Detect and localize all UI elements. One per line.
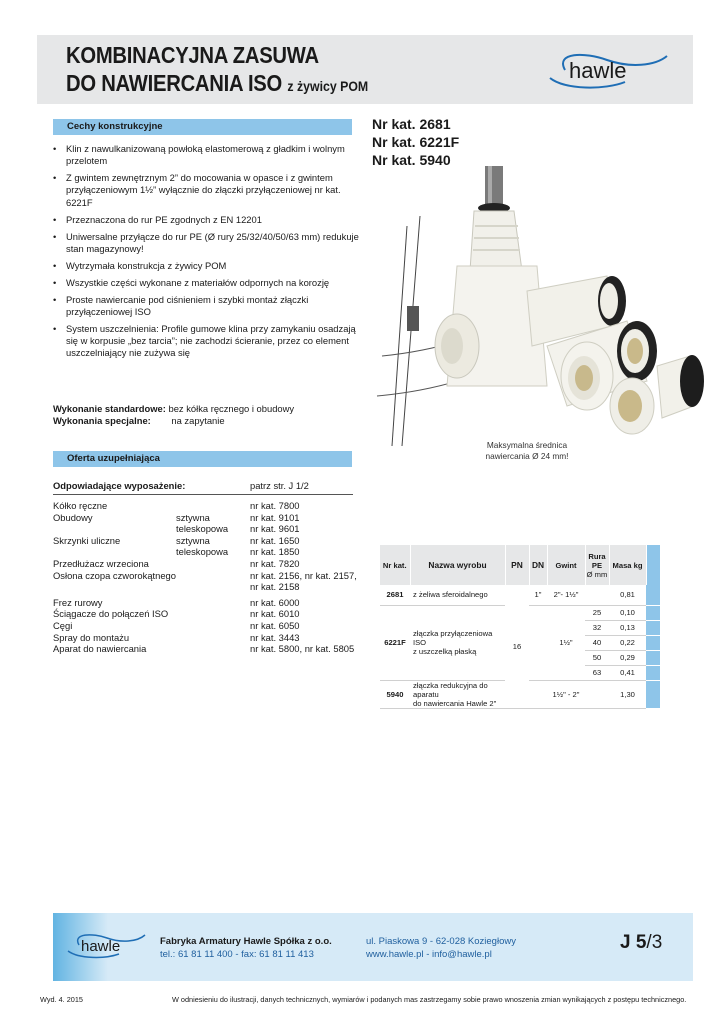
- name-line: do nawiercania Hawle 2": [413, 698, 497, 708]
- page-subtitle: z żywicy POM: [287, 78, 369, 94]
- accessory-ref: nr kat. 3443: [250, 631, 300, 643]
- accessory-ref: nr kat. 7800: [250, 500, 300, 511]
- accessory-name: Ściągacze do połączeń ISO: [53, 608, 169, 620]
- header-blank: [646, 545, 660, 585]
- cell-thread: 2"- 1½": [547, 585, 585, 605]
- cell-mass: 0,81: [609, 585, 646, 605]
- cell-name: [410, 605, 505, 680]
- cell-mass: 0,41: [609, 665, 646, 680]
- accessory-ref: nr kat. 1850: [250, 546, 300, 558]
- accessory-ref: nr kat. 9101: [250, 511, 300, 523]
- feature-item: • Klin z nawulkanizowaną powłoką elastomerową z gładkim i wolnym przelotem: [53, 143, 363, 168]
- cell-pipe: 50: [585, 650, 609, 665]
- logo-text: hawle: [569, 58, 627, 83]
- accessory-name: Cęgi: [53, 620, 73, 631]
- cell-blank: [646, 650, 660, 665]
- accessory-name: Przedłużacz wrzeciona: [53, 558, 149, 569]
- page-number: [620, 932, 662, 954]
- divider: [53, 494, 353, 495]
- accessory-name: Kółko ręczne: [53, 500, 108, 511]
- cell-blank: [646, 635, 660, 650]
- accessory-variant: sztywna: [176, 511, 210, 523]
- special-value: na zapytanie: [171, 415, 225, 426]
- accessory-name: Obudowy: [53, 511, 93, 523]
- feature-item: • Wszystkie części wykonane z materiałów odpornych na korozję: [53, 277, 363, 289]
- cell-pipe: [585, 585, 609, 605]
- accessory-name: Frez rurowy: [53, 596, 103, 608]
- cell-dn: [529, 680, 547, 708]
- edition: Wyd. 4. 2015: [40, 995, 83, 1004]
- accessory-ref: nr kat. 6050: [250, 620, 300, 631]
- page-sub: /3: [646, 932, 663, 953]
- caption-line: nawiercania Ø 24 mm!: [485, 451, 569, 461]
- company-info: [160, 935, 332, 961]
- name-line: złączka redukcyjna do aparatu: [413, 680, 488, 699]
- cell-pn: 16: [505, 585, 529, 708]
- name-line: z uszczelką płaską: [413, 647, 477, 656]
- feature-item: • Proste nawiercanie pod ciśnieniem i szybki montaż złączki przyłączeniowej ISO: [53, 294, 363, 319]
- cell-cat: 6221F: [380, 605, 410, 680]
- disclaimer: W odniesieniu do ilustracji, danych technicznych, wymiarów i podanych mas zastrzegamy sobie prawo wnoszenia zmian wynikających z postępu technicznego.: [172, 995, 687, 1004]
- address-line: ul. Piaskowa 9 - 62-028 Koziegłowy: [366, 936, 516, 947]
- cell-mass: 0,10: [609, 605, 646, 620]
- catalog-number: Nr kat. 2681: [372, 116, 451, 132]
- accessories-label: Odpowiadające wyposażenie:: [53, 480, 186, 491]
- catalog-number: Nr kat. 6221F: [372, 134, 460, 150]
- cell-mass: 0,13: [609, 620, 646, 635]
- accessory-ref: nr kat. 7820: [250, 558, 300, 569]
- header-name: Nazwa wyrobu: [410, 545, 505, 585]
- cell-blank: [646, 665, 660, 680]
- header-pn: PN: [505, 545, 529, 585]
- footer-hawle-logo: [65, 930, 147, 960]
- standard-label: Wykonanie standardowe:: [53, 403, 166, 414]
- special-label: Wykonania specjalne:: [53, 415, 151, 426]
- company-phones: tel.: 61 81 11 400 - fax: 61 81 11 413: [160, 949, 314, 960]
- cell-pipe: 40: [585, 635, 609, 650]
- feature-item: • Uniwersalne przyłącze do rur PE (Ø rury 25/32/40/50/63 mm) redukuje stan magazynowy!: [53, 231, 363, 256]
- header-pipe-l2: PE: [591, 560, 603, 570]
- company-name: Fabryka Armatury Hawle Spółka z o.o.: [160, 936, 332, 947]
- section-heading-features: Cechy konstrukcyjne: [53, 119, 352, 135]
- cell-blank: [646, 585, 660, 605]
- cell-pipe: 25: [585, 605, 609, 620]
- cell-dn: [529, 605, 547, 680]
- header-pipe-l3: Ø mm: [586, 569, 608, 579]
- name-line: złączka przyłączeniowa ISO: [413, 629, 493, 647]
- accessory-ref: nr kat. 6010: [250, 608, 300, 620]
- accessory-name: Skrzynki uliczne: [53, 534, 121, 546]
- cell-mass: 0,29: [609, 650, 646, 665]
- cell-pipe: [585, 680, 609, 708]
- footer-logo-text: hawle: [81, 938, 121, 955]
- cell-pipe: 63: [585, 665, 609, 680]
- cell-cat: 2681: [380, 585, 410, 605]
- header-pipe-l1: Rura: [588, 551, 606, 561]
- accessory-name: Spray do montażu: [53, 631, 130, 643]
- header-thread: Gwint: [547, 545, 585, 585]
- company-address: [366, 935, 516, 961]
- header-cat: Nr kat.: [380, 545, 410, 585]
- page-title-line1: KOMBINACYJNA ZASUWA: [66, 42, 319, 68]
- cell-blank: [646, 620, 660, 635]
- accessory-ref: nr kat. 2156, nr kat. 2157,: [250, 569, 357, 581]
- cell-name: z żeliwa sferoidalnego: [410, 585, 505, 605]
- header-pipe: [585, 545, 609, 585]
- accessories-heading: [53, 480, 353, 491]
- accessory-ref: nr kat. 2158: [250, 581, 300, 593]
- accessory-variant: teleskopowa: [176, 523, 229, 535]
- product-photo: [372, 156, 710, 446]
- execution-info: [53, 403, 294, 427]
- photo-caption: [452, 440, 602, 462]
- accessory-ref: nr kat. 9601: [250, 523, 300, 535]
- web-line: www.hawle.pl - info@hawle.pl: [366, 949, 492, 960]
- caption-line: Maksymalna średnica: [486, 440, 568, 450]
- feature-item: • Z gwintem zewnętrznym 2” do mocowania w opasce i z gwintem przyłączeniowym 1½” wyłącznie do złączki przyłączeniowej nr kat. 6221F: [53, 172, 363, 209]
- accessories-ref: patrz str. J 1/2: [250, 480, 309, 491]
- cell-thread: 1½" - 2": [547, 680, 585, 708]
- cell-mass: 1,30: [609, 680, 646, 708]
- cell-name: [410, 680, 505, 708]
- cell-thread: 1½": [547, 605, 585, 680]
- catalog-number: Nr kat. 5940: [372, 152, 451, 168]
- cell-cat: 5940: [380, 680, 410, 708]
- standard-value: bez kółka ręcznego i obudowy: [168, 403, 295, 414]
- accessory-ref: nr kat. 1650: [250, 534, 300, 546]
- section-heading-offer: Oferta uzupełniająca: [53, 451, 352, 467]
- accessory-name: Osłona czopa czworokątnego: [53, 569, 176, 581]
- product-table: [380, 545, 661, 709]
- hawle-logo: [545, 48, 670, 92]
- header-dn: DN: [529, 545, 547, 585]
- feature-list: [53, 143, 363, 364]
- cell-blank: [646, 605, 660, 620]
- feature-item: • Przeznaczona do rur PE zgodnych z EN 12201: [53, 214, 363, 226]
- accessory-ref: nr kat. 6000: [250, 596, 300, 608]
- header-mass: Masa kg: [609, 545, 646, 585]
- cell-pipe: 32: [585, 620, 609, 635]
- accessory-name: Aparat do nawiercania: [53, 643, 147, 655]
- page-title-line2: [66, 70, 368, 97]
- title-main: DO NAWIERCANIA ISO: [66, 70, 283, 96]
- feature-item: • System uszczelnienia: Profile gumowe klina przy zamykaniu osadzają się w korpusie „bez tarcia”; nie zachodzi ścieranie, przez co element uszczelniający nie zużywa się: [53, 323, 363, 360]
- accessory-variant: teleskopowa: [176, 546, 229, 558]
- cell-dn: 1": [529, 585, 547, 605]
- cell-blank: [646, 680, 660, 708]
- cell-mass: 0,22: [609, 635, 646, 650]
- accessory-ref: nr kat. 5800, nr kat. 5805: [250, 643, 355, 655]
- page-section: J 5: [620, 932, 647, 953]
- feature-item: • Wytrzymała konstrukcja z żywicy POM: [53, 260, 363, 272]
- accessory-variant: sztywna: [176, 534, 210, 546]
